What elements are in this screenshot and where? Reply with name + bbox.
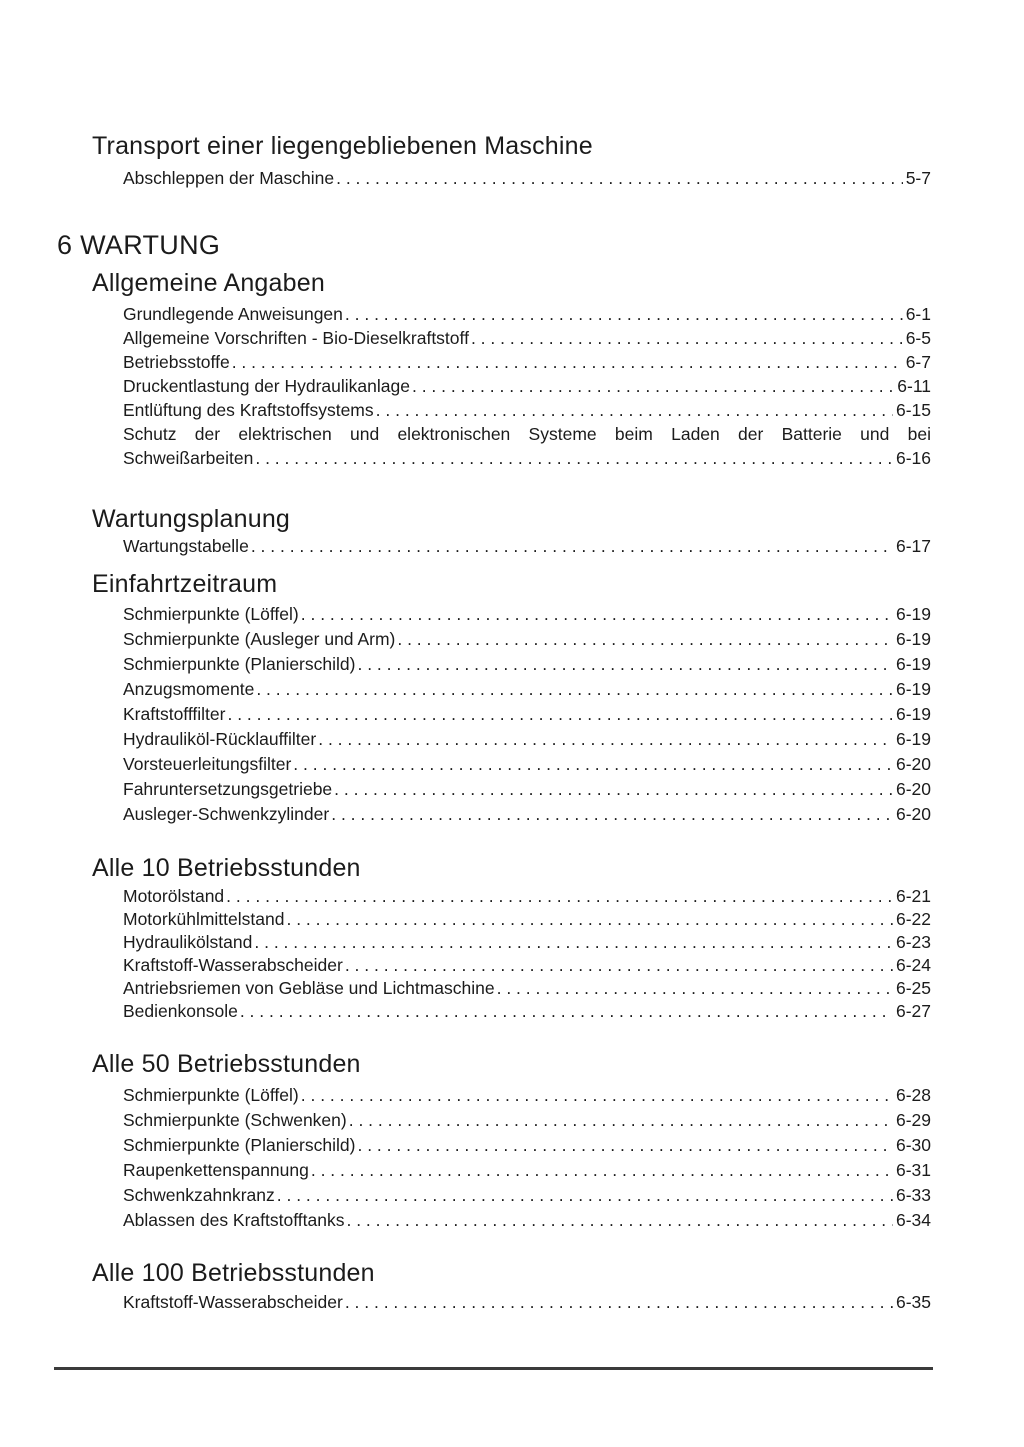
toc-section bbox=[0, 1258, 1024, 1315]
dot-leader bbox=[277, 1183, 893, 1208]
entry-page-number: 6-30 bbox=[895, 1135, 931, 1155]
toc-section bbox=[0, 131, 1024, 191]
dot-leader bbox=[251, 534, 893, 559]
toc-section bbox=[0, 1049, 1024, 1233]
toc-section-title: Alle 100 Betriebsstunden bbox=[92, 1259, 375, 1287]
dot-leader bbox=[318, 727, 893, 752]
dot-leader bbox=[376, 398, 893, 422]
toc-entry bbox=[123, 627, 931, 652]
toc-entry bbox=[123, 1083, 931, 1108]
toc-section-title: Wartungsplanung bbox=[92, 505, 291, 533]
toc-entry bbox=[123, 1208, 931, 1233]
entry-page-number: 6-27 bbox=[895, 1001, 931, 1021]
entry-page-number: 6-15 bbox=[895, 400, 931, 420]
entry-page-number: 6-11 bbox=[897, 376, 931, 396]
entry-label: Fahruntersetzungsgetriebe bbox=[123, 779, 333, 799]
dot-leader bbox=[336, 166, 903, 191]
toc-entry bbox=[123, 602, 931, 627]
toc-section-title: Alle 50 Betriebsstunden bbox=[92, 1050, 361, 1078]
entry-page-number: 6-17 bbox=[895, 536, 931, 556]
toc-entry bbox=[123, 885, 931, 908]
toc-entry bbox=[123, 931, 931, 954]
entry-page-number: 6-16 bbox=[895, 448, 931, 468]
toc-entry bbox=[123, 677, 931, 702]
toc-section-title: Einfahrtzeitraum bbox=[92, 570, 278, 598]
entry-page-number: 6-20 bbox=[895, 754, 931, 774]
toc-entry bbox=[123, 752, 931, 777]
toc-entry bbox=[123, 1290, 931, 1315]
entry-page-number: 6-5 bbox=[905, 328, 931, 348]
dot-leader bbox=[286, 908, 893, 931]
entry-label: Schmierpunkte (Löffel) bbox=[123, 1085, 299, 1105]
entry-label: Schmierpunkte (Löffel) bbox=[123, 604, 299, 624]
chapter-heading: 6 WARTUNG bbox=[57, 230, 221, 260]
entry-page-number: 6-29 bbox=[895, 1110, 931, 1130]
toc-entry bbox=[123, 422, 931, 470]
entry-label: Motorölstand bbox=[123, 886, 225, 906]
entry-page-number: 6-35 bbox=[895, 1292, 931, 1312]
dot-leader bbox=[293, 752, 893, 777]
entry-label: Ablassen des Kraftstofftanks bbox=[123, 1210, 345, 1230]
entry-page-number: 6-19 bbox=[895, 604, 931, 624]
entry-label-line2: Schweißarbeiten bbox=[123, 448, 254, 468]
toc-entry bbox=[123, 374, 931, 398]
toc-section-title: Alle 10 Betriebsstunden bbox=[92, 854, 361, 882]
entry-page-number: 6-33 bbox=[895, 1185, 931, 1205]
entry-label: Entlüftung des Kraftstoffsystems bbox=[123, 400, 374, 420]
entry-page-number: 6-7 bbox=[905, 352, 931, 372]
toc-section bbox=[0, 569, 1024, 827]
toc-section bbox=[0, 504, 1024, 559]
entry-label: Schwenkzahnkranz bbox=[123, 1185, 275, 1205]
toc-section bbox=[0, 268, 1024, 470]
entry-label: Bedienkonsole bbox=[123, 1001, 238, 1021]
toc-entry bbox=[123, 977, 931, 1000]
toc-entries bbox=[123, 602, 931, 827]
dot-leader bbox=[232, 350, 903, 374]
dot-leader bbox=[301, 1083, 893, 1108]
entry-label: Hydraulikölstand bbox=[123, 932, 253, 952]
dot-leader bbox=[471, 326, 903, 350]
toc-entry bbox=[123, 908, 931, 931]
toc-entry bbox=[123, 954, 931, 977]
entry-page-number: 6-25 bbox=[895, 978, 931, 998]
entry-label: Kraftstoff-Wasserabscheider bbox=[123, 955, 343, 975]
entry-label: Vorsteuerleitungsfilter bbox=[123, 754, 292, 774]
toc-entry bbox=[123, 534, 931, 559]
dot-leader bbox=[345, 302, 903, 326]
toc-section-title: Transport einer liegengebliebenen Maschine bbox=[92, 132, 593, 160]
toc-entry bbox=[123, 1000, 931, 1023]
dot-leader bbox=[497, 977, 893, 1000]
entry-page-number: 6-28 bbox=[895, 1085, 931, 1105]
dot-leader bbox=[227, 702, 893, 727]
toc-entry bbox=[123, 166, 931, 191]
toc-entries bbox=[123, 885, 931, 1023]
entry-page-number: 6-19 bbox=[895, 679, 931, 699]
entry-label: Druckentlastung der Hydraulikanlage bbox=[123, 376, 410, 396]
footer-rule bbox=[54, 1367, 933, 1370]
entry-page-number: 6-19 bbox=[895, 654, 931, 674]
toc-entry bbox=[123, 802, 931, 827]
entry-label: Ausleger-Schwenkzylinder bbox=[123, 804, 330, 824]
entry-page-number: 6-19 bbox=[895, 704, 931, 724]
toc-entry bbox=[123, 350, 931, 374]
entry-label-line1: Schutz der elektrischen und elektronischen Systeme beim Laden der Batterie und bei bbox=[123, 424, 931, 444]
toc-entry bbox=[123, 398, 931, 422]
dot-leader bbox=[331, 802, 893, 827]
entry-continuation-line bbox=[123, 446, 931, 470]
toc-entries bbox=[123, 1083, 931, 1233]
dot-leader bbox=[346, 1208, 893, 1233]
dot-leader bbox=[301, 602, 893, 627]
dot-leader bbox=[345, 954, 893, 977]
entry-label: Grundlegende Anweisungen bbox=[123, 304, 343, 324]
toc-entry bbox=[123, 1183, 931, 1208]
entry-label: Schmierpunkte (Schwenken) bbox=[123, 1110, 347, 1130]
dot-leader bbox=[226, 885, 893, 908]
entry-page-number: 6-22 bbox=[895, 909, 931, 929]
entry-label: Motorkühlmittelstand bbox=[123, 909, 285, 929]
entry-page-number: 6-19 bbox=[895, 729, 931, 749]
dot-leader bbox=[255, 446, 893, 470]
entry-page-number: 6-24 bbox=[895, 955, 931, 975]
dot-leader bbox=[345, 1290, 893, 1315]
dot-leader bbox=[412, 374, 894, 398]
toc-entry bbox=[123, 1133, 931, 1158]
toc-entry bbox=[123, 702, 931, 727]
toc-entry bbox=[123, 1158, 931, 1183]
entry-page-number: 6-23 bbox=[895, 932, 931, 952]
entry-label: Anzugsmomente bbox=[123, 679, 255, 699]
dot-leader bbox=[357, 652, 893, 677]
entry-page-number: 6-31 bbox=[895, 1160, 931, 1180]
toc-entry bbox=[123, 1108, 931, 1133]
toc-entries bbox=[123, 1290, 931, 1315]
dot-leader bbox=[334, 777, 893, 802]
toc-entries bbox=[123, 302, 931, 470]
entry-label: Wartungstabelle bbox=[123, 536, 249, 556]
entry-page-number: 6-21 bbox=[895, 886, 931, 906]
entry-page-number: 6-1 bbox=[905, 304, 931, 324]
dot-leader bbox=[240, 1000, 893, 1023]
entry-label: Kraftstofffilter bbox=[123, 704, 226, 724]
entry-page-number: 6-20 bbox=[895, 779, 931, 799]
entry-page-number: 6-19 bbox=[895, 629, 931, 649]
toc-entries bbox=[123, 166, 931, 191]
dot-leader bbox=[357, 1133, 893, 1158]
toc-entry bbox=[123, 302, 931, 326]
entry-page-number: 6-34 bbox=[895, 1210, 931, 1230]
dot-leader bbox=[256, 677, 893, 702]
toc-entries bbox=[123, 534, 931, 559]
entry-label: Schmierpunkte (Planierschild) bbox=[123, 654, 356, 674]
entry-label: Raupenkettenspannung bbox=[123, 1160, 309, 1180]
entry-label: Allgemeine Vorschriften - Bio-Dieselkraftstoff bbox=[123, 328, 469, 348]
entry-label: Betriebsstoffe bbox=[123, 352, 230, 372]
toc-entry bbox=[123, 777, 931, 802]
toc-entry bbox=[123, 652, 931, 677]
entry-label: Antriebsriemen von Gebläse und Lichtmaschine bbox=[123, 978, 495, 998]
toc-entry bbox=[123, 727, 931, 752]
dot-leader bbox=[397, 627, 893, 652]
entry-label: Kraftstoff-Wasserabscheider bbox=[123, 1292, 343, 1312]
entry-label: Schmierpunkte (Planierschild) bbox=[123, 1135, 356, 1155]
toc-entry bbox=[123, 326, 931, 350]
entry-page-number: 6-20 bbox=[895, 804, 931, 824]
dot-leader bbox=[311, 1158, 893, 1183]
dot-leader bbox=[254, 931, 893, 954]
dot-leader bbox=[349, 1108, 893, 1133]
entry-page-number: 5-7 bbox=[905, 168, 931, 188]
toc-section-title: Allgemeine Angaben bbox=[92, 269, 325, 297]
entry-label: Hydrauliköl-Rücklauffilter bbox=[123, 729, 317, 749]
entry-label: Abschleppen der Maschine bbox=[123, 168, 335, 188]
entry-label: Schmierpunkte (Ausleger und Arm) bbox=[123, 629, 396, 649]
toc-section bbox=[0, 853, 1024, 1023]
